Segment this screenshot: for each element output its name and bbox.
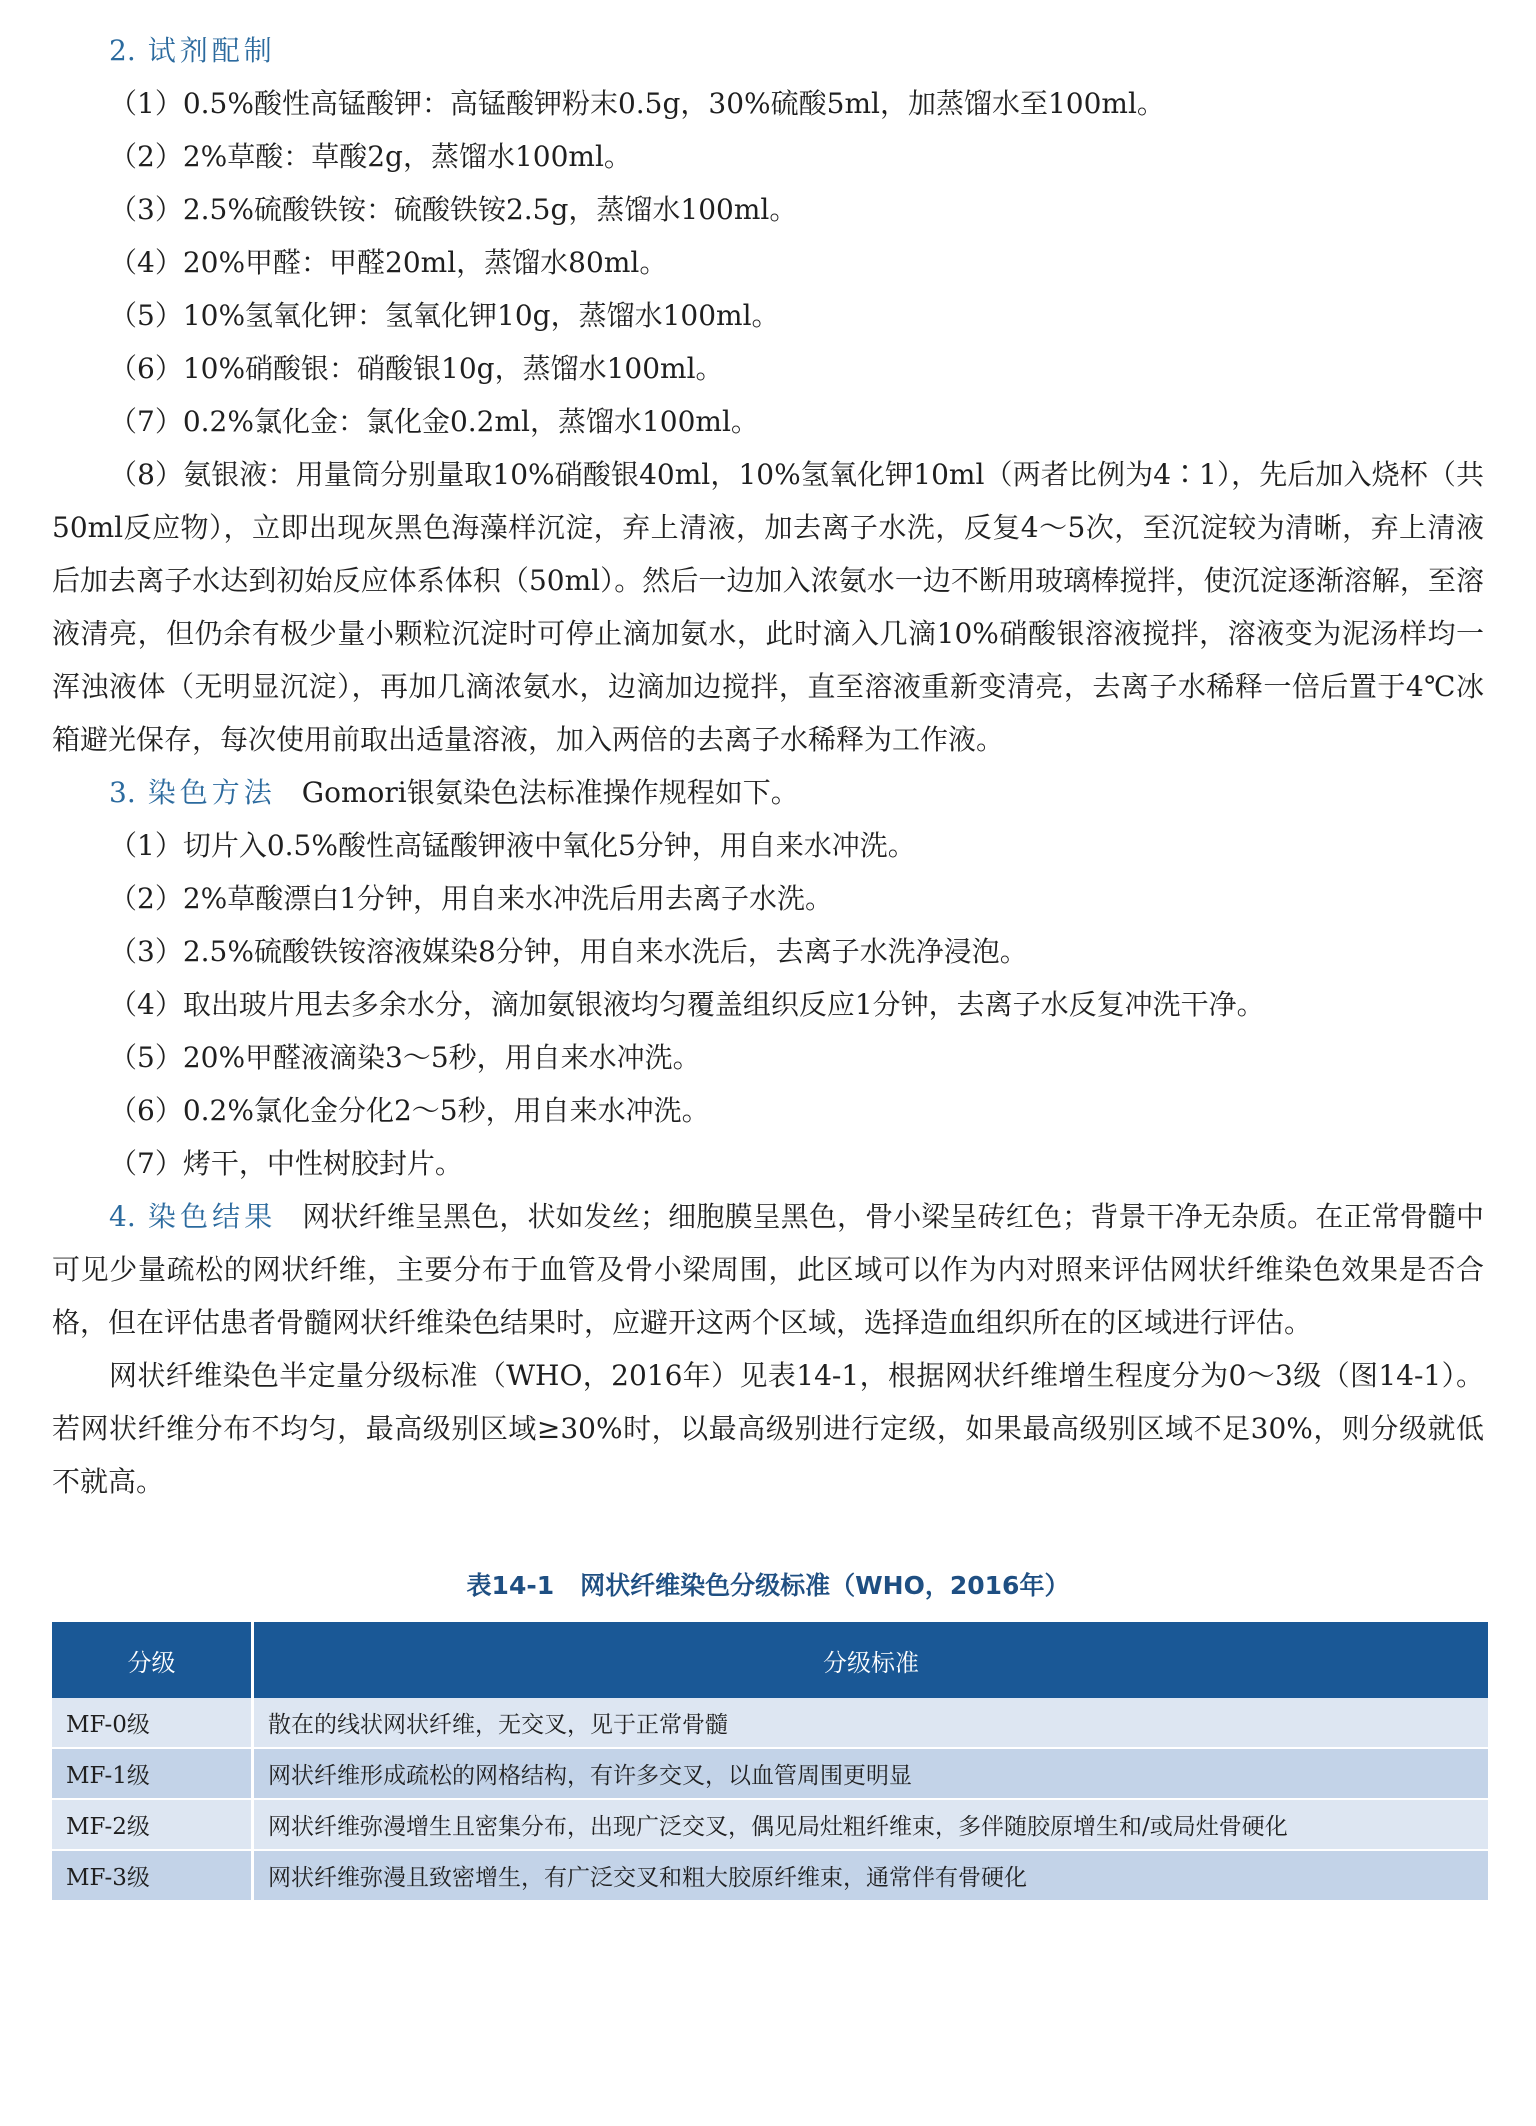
reagent-item-7: （7）0.2%氯化金：氯化金0.2ml，蒸馏水100ml。 — [109, 405, 759, 438]
header-criteria: 分级标准 — [253, 1622, 1489, 1698]
table-row — [52, 1748, 1488, 1799]
reagent-item-4: （4）20%甲醛：甲醛20ml，蒸馏水80ml。 — [109, 246, 668, 279]
table-row — [52, 1799, 1488, 1850]
grade-cell: MF-2级 — [52, 1799, 253, 1850]
reagent-item-5: （5）10%氢氧化钾：氢氧化钾10g，蒸馏水100ml。 — [109, 299, 780, 332]
section-4-text: 网状纤维呈黑色，状如发丝；细胞膜呈黑色，骨小梁呈砖红色；背景干净无杂质。在正常骨髓中可见少量疏松的网状纤维，主要分布于血管及骨小梁周围，此区域可以作为内对照来评估网状纤维染色效果是否合格，但在评估患者骨髓网状纤维染色结果时，应避开这两个区域，选择造血组织所在的区域进行评估。 — [52, 1200, 1484, 1339]
staining-step-1: （1）切片入0.5%酸性高锰酸钾液中氧化5分钟，用自来水冲洗。 — [109, 829, 916, 862]
criteria-cell: 网状纤维弥漫且致密增生，有广泛交叉和粗大胶原纤维束，通常伴有骨硬化 — [253, 1850, 1489, 1901]
table-label: 表14-1 — [466, 1571, 555, 1600]
section-3-heading — [52, 766, 1484, 819]
grading-table — [52, 1622, 1488, 1902]
criteria-cell: 散在的线状网状纤维，无交叉，见于正常骨髓 — [253, 1698, 1489, 1748]
grade-cell: MF-0级 — [52, 1698, 253, 1748]
staining-step-6: （6）0.2%氯化金分化2～5秒，用自来水冲洗。 — [109, 1094, 710, 1127]
reagent-item-2: （2）2%草酸：草酸2g，蒸馏水100ml。 — [109, 140, 632, 173]
reagent-item-6: （6）10%硝酸银：硝酸银10g，蒸馏水100ml。 — [109, 352, 724, 385]
table-caption — [52, 1566, 1484, 1606]
section-4-number: 4. — [109, 1200, 136, 1233]
section-3-title: 染色方法 — [147, 776, 276, 809]
section-2-title: 试剂配制 — [147, 34, 276, 67]
reagent-item-8: （8）氨银液：用量筒分别量取10%硝酸银40ml，10%氢氧化钾10ml（两者比例为4∶1），先后加入烧杯（共50ml反应物），立即出现灰黑色海藻样沉淀，弃上清液，加去离子水洗，反复4～5次，至沉淀较为清晰，弃上清液后加去离子水达到初始反应体系体积（50ml）。然后一边加入浓氨水一边不断用玻璃棒搅拌，使沉淀逐渐溶解，至溶液清亮，但仍余有极少量小颗粒沉淀时可停止滴加氨水，此时滴入几滴10%硝酸银溶液搅拌，溶液变为泥汤样均一浑浊液体（无明显沉淀），再加几滴浓氨水，边滴加边搅拌，直至溶液重新变清亮，去离子水稀释一倍后置于4℃冰箱避光保存，每次使用前取出适量溶液，加入两倍的去离子水稀释为工作液。 — [52, 458, 1484, 756]
section-2-number: 2. — [109, 34, 136, 67]
section-3-number: 3. — [109, 776, 136, 809]
table-row — [52, 1850, 1488, 1901]
section-3-intro: Gomori银氨染色法标准操作规程如下。 — [301, 776, 799, 809]
criteria-cell: 网状纤维弥漫增生且密集分布，出现广泛交叉，偶见局灶粗纤维束，多伴随胶原增生和/或局灶骨硬化 — [253, 1799, 1489, 1850]
criteria-cell: 网状纤维形成疏松的网格结构，有许多交叉，以血管周围更明显 — [253, 1748, 1489, 1799]
table-title: 网状纤维染色分级标准（WHO，2016年） — [580, 1571, 1070, 1600]
section-4-title: 染色结果 — [147, 1200, 277, 1233]
section-4-paragraph — [52, 1190, 1484, 1349]
staining-step-7: （7）烤干，中性树胶封片。 — [109, 1147, 463, 1180]
grade-cell: MF-1级 — [52, 1748, 253, 1799]
staining-step-5: （5）20%甲醛液滴染3～5秒，用自来水冲洗。 — [109, 1041, 701, 1074]
reagent-item-3: （3）2.5%硫酸铁铵：硫酸铁铵2.5g，蒸馏水100ml。 — [109, 193, 798, 226]
table-row — [52, 1698, 1488, 1748]
staining-step-2: （2）2%草酸漂白1分钟，用自来水冲洗后用去离子水洗。 — [109, 882, 834, 915]
grading-paragraph: 网状纤维染色半定量分级标准（WHO，2016年）见表14-1，根据网状纤维增生程度分为0～3级（图14-1）。若网状纤维分布不均匀，最高级别区域≥30%时，以最高级别进行定级，如果最高级别区域不足30%，则分级就低不就高。 — [52, 1359, 1484, 1498]
section-2-heading — [52, 24, 1484, 77]
table-header-row — [52, 1622, 1488, 1698]
staining-step-4: （4）取出玻片甩去多余水分，滴加氨银液均匀覆盖组织反应1分钟，去离子水反复冲洗干净。 — [109, 988, 1265, 1021]
staining-step-3: （3）2.5%硫酸铁铵溶液媒染8分钟，用自来水洗后，去离子水洗净浸泡。 — [109, 935, 1028, 968]
grade-cell: MF-3级 — [52, 1850, 253, 1901]
reagent-item-1: （1）0.5%酸性高锰酸钾：高锰酸钾粉末0.5g，30%硫酸5ml，加蒸馏水至100ml。 — [109, 87, 1165, 120]
header-grade: 分级 — [52, 1622, 253, 1698]
